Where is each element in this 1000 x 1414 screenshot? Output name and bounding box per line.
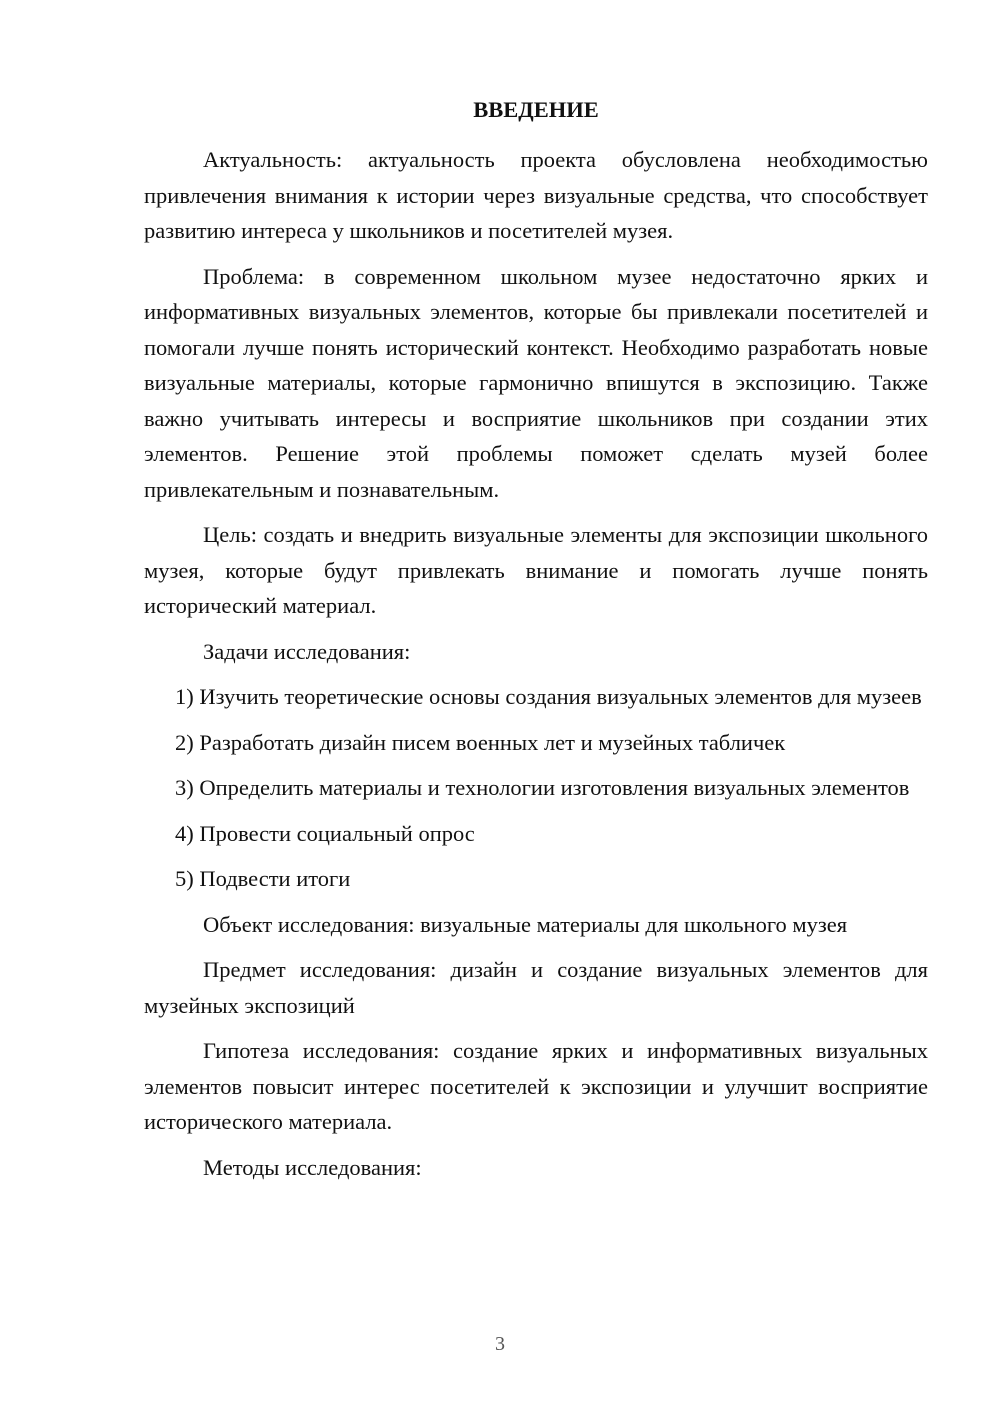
document-body <box>144 88 928 1195</box>
hypothesis-paragraph: Гипотеза исследования: создание ярких и информативных визуальных элементов повысит интерес посетителей к экспозиции и улучшит восприятие исторического материала. <box>144 1038 928 1134</box>
section-title: ВВЕДЕНИЕ <box>473 97 599 122</box>
task-item-4: 4) Провести социальный опрос <box>175 820 475 846</box>
methods-heading: Методы исследования: <box>203 1154 422 1180</box>
research-subject-paragraph: Предмет исследования: дизайн и создание визуальных элементов для музейных экспозиций <box>144 957 928 1018</box>
task-item-2: 2) Разработать дизайн писем военных лет и музейных табличек <box>175 729 786 755</box>
tasks-heading: Задачи исследования: <box>203 638 411 664</box>
task-item-1: 1) Изучить теоретические основы создания визуальных элементов для музеев <box>175 684 922 709</box>
relevance-paragraph: Актуальность: актуальность проекта обусловлена необходимостью привлечения внимания к истории через визуальные средства, что способствует развитию интереса у школьников и посетителей музея. <box>144 147 928 243</box>
task-item-5: 5) Подвести итоги <box>175 866 351 891</box>
problem-paragraph: Проблема: в современном школьном музее недостаточно ярких и информативных визуальных элементов, которые бы привлекали посетителей и помогали лучше понять исторический контекст. Необходимо разработать новые визуальные материалы, которые гармонично впишутся в экспозицию. Также важно учитывать интересы и восприятие школьников при создании этих элементов. Решение этой проблемы поможет сделать музей более привлекательным и познавательным. <box>144 263 928 502</box>
task-item-3: 3) Определить материалы и технологии изготовления визуальных элементов <box>175 775 910 800</box>
goal-paragraph: Цель: создать и внедрить визуальные элементы для экспозиции школьного музея, которые будут привлекать внимание и помогать лучше понять исторический материал. <box>144 522 928 618</box>
page-number: 3 <box>495 1333 505 1355</box>
research-object-paragraph: Объект исследования: визуальные материалы для школьного музея <box>203 911 848 937</box>
